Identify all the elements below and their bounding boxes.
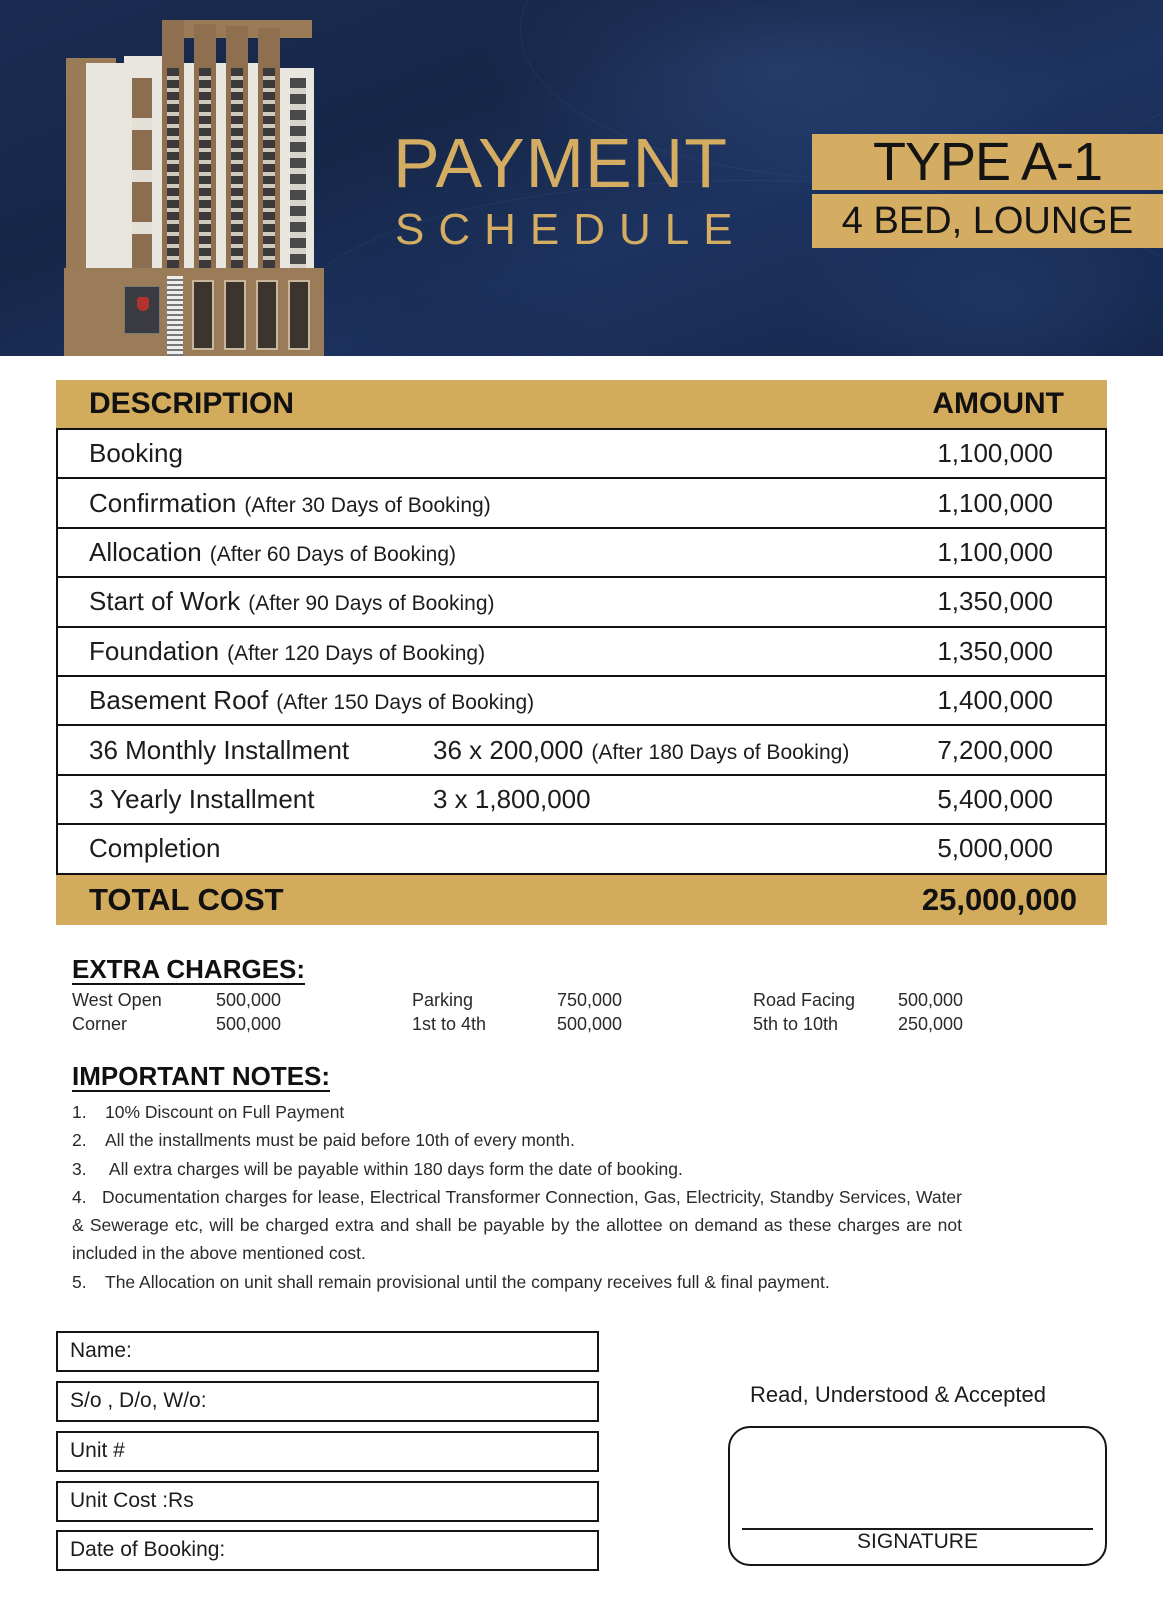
extra-charge-label: Corner [72,1014,128,1034]
relation-field-label: S/o , D/o, W/o: [70,1389,207,1412]
total-label: TOTAL COST [89,881,284,917]
note-text: All the installments must be paid before 10th of every month. [105,1130,575,1151]
row-multiplier: 3 x 1,800,000 [433,783,591,814]
extra-charges-grid [72,988,992,1038]
row-label: Booking [89,438,183,469]
note-text: 10% Discount on Full Payment [105,1102,345,1122]
acceptance-label: Read, Understood & Accepted [750,1382,1046,1407]
table-row [58,677,1105,726]
note-number: 1. [72,1102,87,1122]
row-note: (After 90 Days of Booking) [248,592,495,616]
row-multiplier: 36 x 200,000 [433,734,584,765]
row-amount: 7,200,000 [937,734,1053,765]
table-row [58,726,1105,775]
row-note: (After 30 Days of Booking) [244,493,491,517]
table-row [58,529,1105,578]
row-note: (After 120 Days of Booking) [227,641,486,665]
important-notes-list [72,1098,962,1296]
table-row [58,776,1105,825]
total-amount: 25,000,000 [921,881,1077,917]
extra-charge-label: West Open [72,990,162,1010]
extra-charges-heading: EXTRA CHARGES: [72,954,306,984]
table-header [56,380,1107,428]
row-note: (After 150 Days of Booking) [276,691,535,715]
note-number: 2. [72,1130,87,1151]
name-field[interactable] [56,1331,599,1372]
extra-charge-label: 1st to 4th [412,1014,487,1034]
building-sign [124,286,160,334]
row-amount: 1,100,000 [937,438,1053,469]
extra-charge-amount: 500,000 [216,990,282,1010]
row-amount: 1,350,000 [937,635,1053,666]
row-label: 36 Monthly Installment [89,734,350,765]
signature-box[interactable] [728,1426,1107,1566]
signature-label: SIGNATURE [857,1530,978,1553]
extra-charge-label: Parking [412,990,474,1010]
table-row [58,628,1105,677]
extra-charge-amount: 500,000 [557,1014,623,1034]
row-label: Foundation [89,635,220,666]
note-number: 3. [72,1158,87,1179]
unit-cost-field-label: Unit Cost :Rs [70,1489,194,1512]
row-amount: 1,400,000 [937,685,1053,716]
crest-icon [137,297,149,311]
row-multiplier-note: (After 180 Days of Booking) [591,740,850,764]
table-row [58,578,1105,627]
column-header-amount: AMOUNT [932,387,1064,420]
row-label: Completion [89,833,221,864]
extra-charge-amount: 500,000 [898,990,964,1010]
extra-charge-label: 5th to 10th [753,1014,839,1034]
note-text: The Allocation on unit shall remain provisional until the company receives full & final payment. [105,1271,830,1292]
row-label: 3 Yearly Installment [89,783,315,814]
row-label: Confirmation [89,487,237,518]
row-amount: 5,400,000 [937,783,1053,814]
payment-schedule-table [56,380,1107,925]
row-label: Allocation [89,536,202,567]
unit-config-badge: 4 BED, LOUNGE [812,194,1163,248]
header-banner [0,0,1163,356]
booking-date-field-label: Date of Booking: [70,1538,226,1561]
extra-charge-amount: 500,000 [216,1014,282,1034]
unit-cost-field[interactable] [56,1481,599,1522]
note-item [72,1268,962,1296]
column-header-description: DESCRIPTION [89,387,295,420]
table-row [58,430,1105,479]
note-item [72,1155,962,1183]
table-row [58,479,1105,528]
row-amount: 1,100,000 [937,536,1053,567]
page-subtitle: SCHEDULE [395,205,747,254]
row-label: Start of Work [89,586,241,617]
relation-field[interactable] [56,1381,599,1422]
name-field-label: Name: [70,1339,132,1362]
note-item [72,1098,962,1126]
building-illustration [64,18,324,356]
unit-type-badge: TYPE A-1 [812,134,1163,190]
note-text: All extra charges will be payable within 180 days form the date of booking. [105,1158,683,1179]
row-amount: 5,000,000 [937,833,1053,864]
extra-charge-label: Road Facing [753,990,856,1010]
note-number: 4. [72,1186,87,1207]
note-item [72,1183,962,1268]
total-row [56,875,1107,925]
row-label: Basement Roof [89,685,269,716]
unit-number-field-label: Unit # [70,1439,125,1462]
table-row [58,825,1105,874]
row-note: (After 60 Days of Booking) [209,542,457,566]
table-body [56,428,1107,875]
important-notes-heading: IMPORTANT NOTES: [72,1061,331,1091]
row-amount: 1,100,000 [937,487,1053,518]
extra-charge-amount: 750,000 [557,990,623,1010]
unit-number-field[interactable] [56,1431,599,1472]
note-text: Documentation charges for lease, Electrical Transformer Connection, Gas, Electricity, Standby Services, Water & Sewerage etc, will be charged extra and shall be payable by the allottee on demand as these charges are not included in the above mentioned cost. [72,1186,962,1264]
note-number: 5. [72,1271,87,1292]
booking-date-field[interactable] [56,1530,599,1571]
page-title: PAYMENT [393,124,728,202]
extra-charge-amount: 250,000 [898,1014,964,1034]
note-item [72,1126,962,1154]
row-amount: 1,350,000 [937,586,1053,617]
